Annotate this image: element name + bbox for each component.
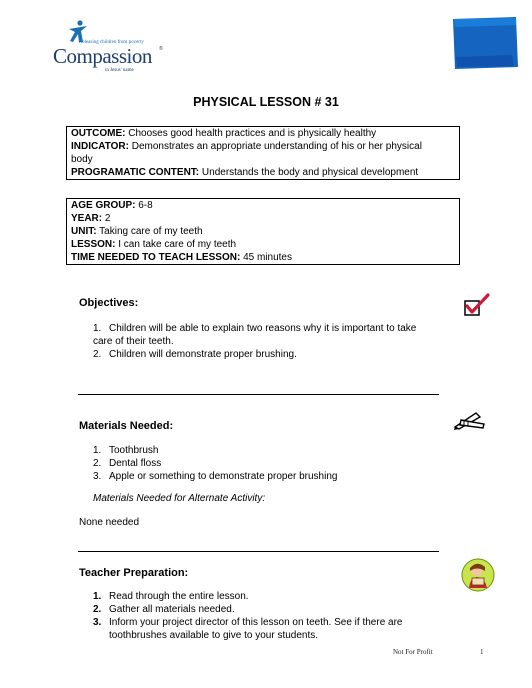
- list-item: 1. Read through the entire lesson.: [93, 591, 249, 602]
- logo-wordmark: Compassion: [53, 44, 152, 68]
- outcome-row: [67, 127, 459, 140]
- page-title: PHYSICAL LESSON # 31: [193, 95, 339, 109]
- blue-corner-graphic: [452, 17, 518, 69]
- footer-note: Not For Profit: [393, 648, 433, 656]
- indicator-row: [67, 140, 459, 166]
- indicator-value-cont: body: [71, 154, 93, 165]
- outcome-label: OUTCOME:: [71, 128, 126, 139]
- teacher-reading-icon: [461, 558, 495, 592]
- list-item: 3. Apple or something to demonstrate proper brushing: [93, 471, 338, 482]
- outcome-value: Chooses good health practices and is physically healthy: [128, 128, 377, 139]
- time-needed-row: [67, 251, 459, 264]
- list-item: 1. Toothbrush: [93, 445, 159, 456]
- programatic-content-value: Understands the body and physical development: [201, 167, 419, 178]
- list-item: 1. Children will be able to explain two reasons why it is important to take care of their teeth.: [93, 323, 417, 347]
- list-item: 2. Gather all materials needed.: [93, 604, 235, 615]
- section-divider: [78, 551, 439, 552]
- year-row: [67, 212, 459, 225]
- programatic-content-row: [67, 166, 459, 179]
- logo-tagline: Releasing children from poverty: [79, 40, 144, 45]
- materials-heading: Materials Needed:: [79, 420, 174, 432]
- lesson-outcome-box: [66, 126, 460, 180]
- list-item: 2. Dental floss: [93, 458, 162, 469]
- year-label: YEAR:: [71, 213, 103, 224]
- list-item: 2. Children will demonstrate proper brushing.: [93, 349, 297, 360]
- teacher-preparation-heading: Teacher Preparation:: [79, 567, 189, 579]
- checkbox-check-icon: [463, 293, 491, 317]
- age-group-value: 6-8: [138, 200, 153, 211]
- teacher-preparation-list: [79, 590, 459, 642]
- lesson-label: LESSON:: [71, 239, 116, 250]
- unit-label: UNIT:: [71, 226, 97, 237]
- indicator-label: INDICATOR:: [71, 141, 129, 152]
- list-item: 3. Inform your project director of this lesson on teeth. See if there are toothbrushes available to give to your students.: [93, 617, 403, 641]
- materials-list: [79, 444, 459, 483]
- alternate-materials-value: None needed: [79, 517, 140, 528]
- section-divider: [78, 394, 439, 395]
- logo-subline: in Jesus' name: [105, 68, 134, 73]
- indicator-value: Demonstrates an appropriate understanding of his or her physical: [131, 141, 422, 152]
- compassion-logo: [53, 20, 163, 73]
- lesson-details-box: [66, 198, 460, 265]
- logo-trademark: ®: [159, 46, 163, 52]
- lesson-row: [67, 238, 459, 251]
- time-needed-label: TIME NEEDED TO TEACH LESSON:: [71, 252, 241, 263]
- objectives-list: [79, 322, 459, 361]
- unit-value: Taking care of my teeth: [99, 226, 203, 237]
- lesson-value: I can take care of my teeth: [118, 239, 237, 250]
- page-number: 1: [480, 648, 484, 656]
- age-group-row: [67, 199, 459, 212]
- programatic-content-label: PROGRAMATIC CONTENT:: [71, 167, 200, 178]
- alternate-materials-heading: Materials Needed for Alternate Activity:: [93, 493, 266, 504]
- objectives-heading: Objectives:: [79, 297, 139, 309]
- age-group-label: AGE GROUP:: [71, 200, 136, 211]
- pencil-crayon-icon: [452, 410, 486, 430]
- year-value: 2: [104, 213, 111, 224]
- unit-row: [67, 225, 459, 238]
- time-needed-value: 45 minutes: [243, 252, 292, 263]
